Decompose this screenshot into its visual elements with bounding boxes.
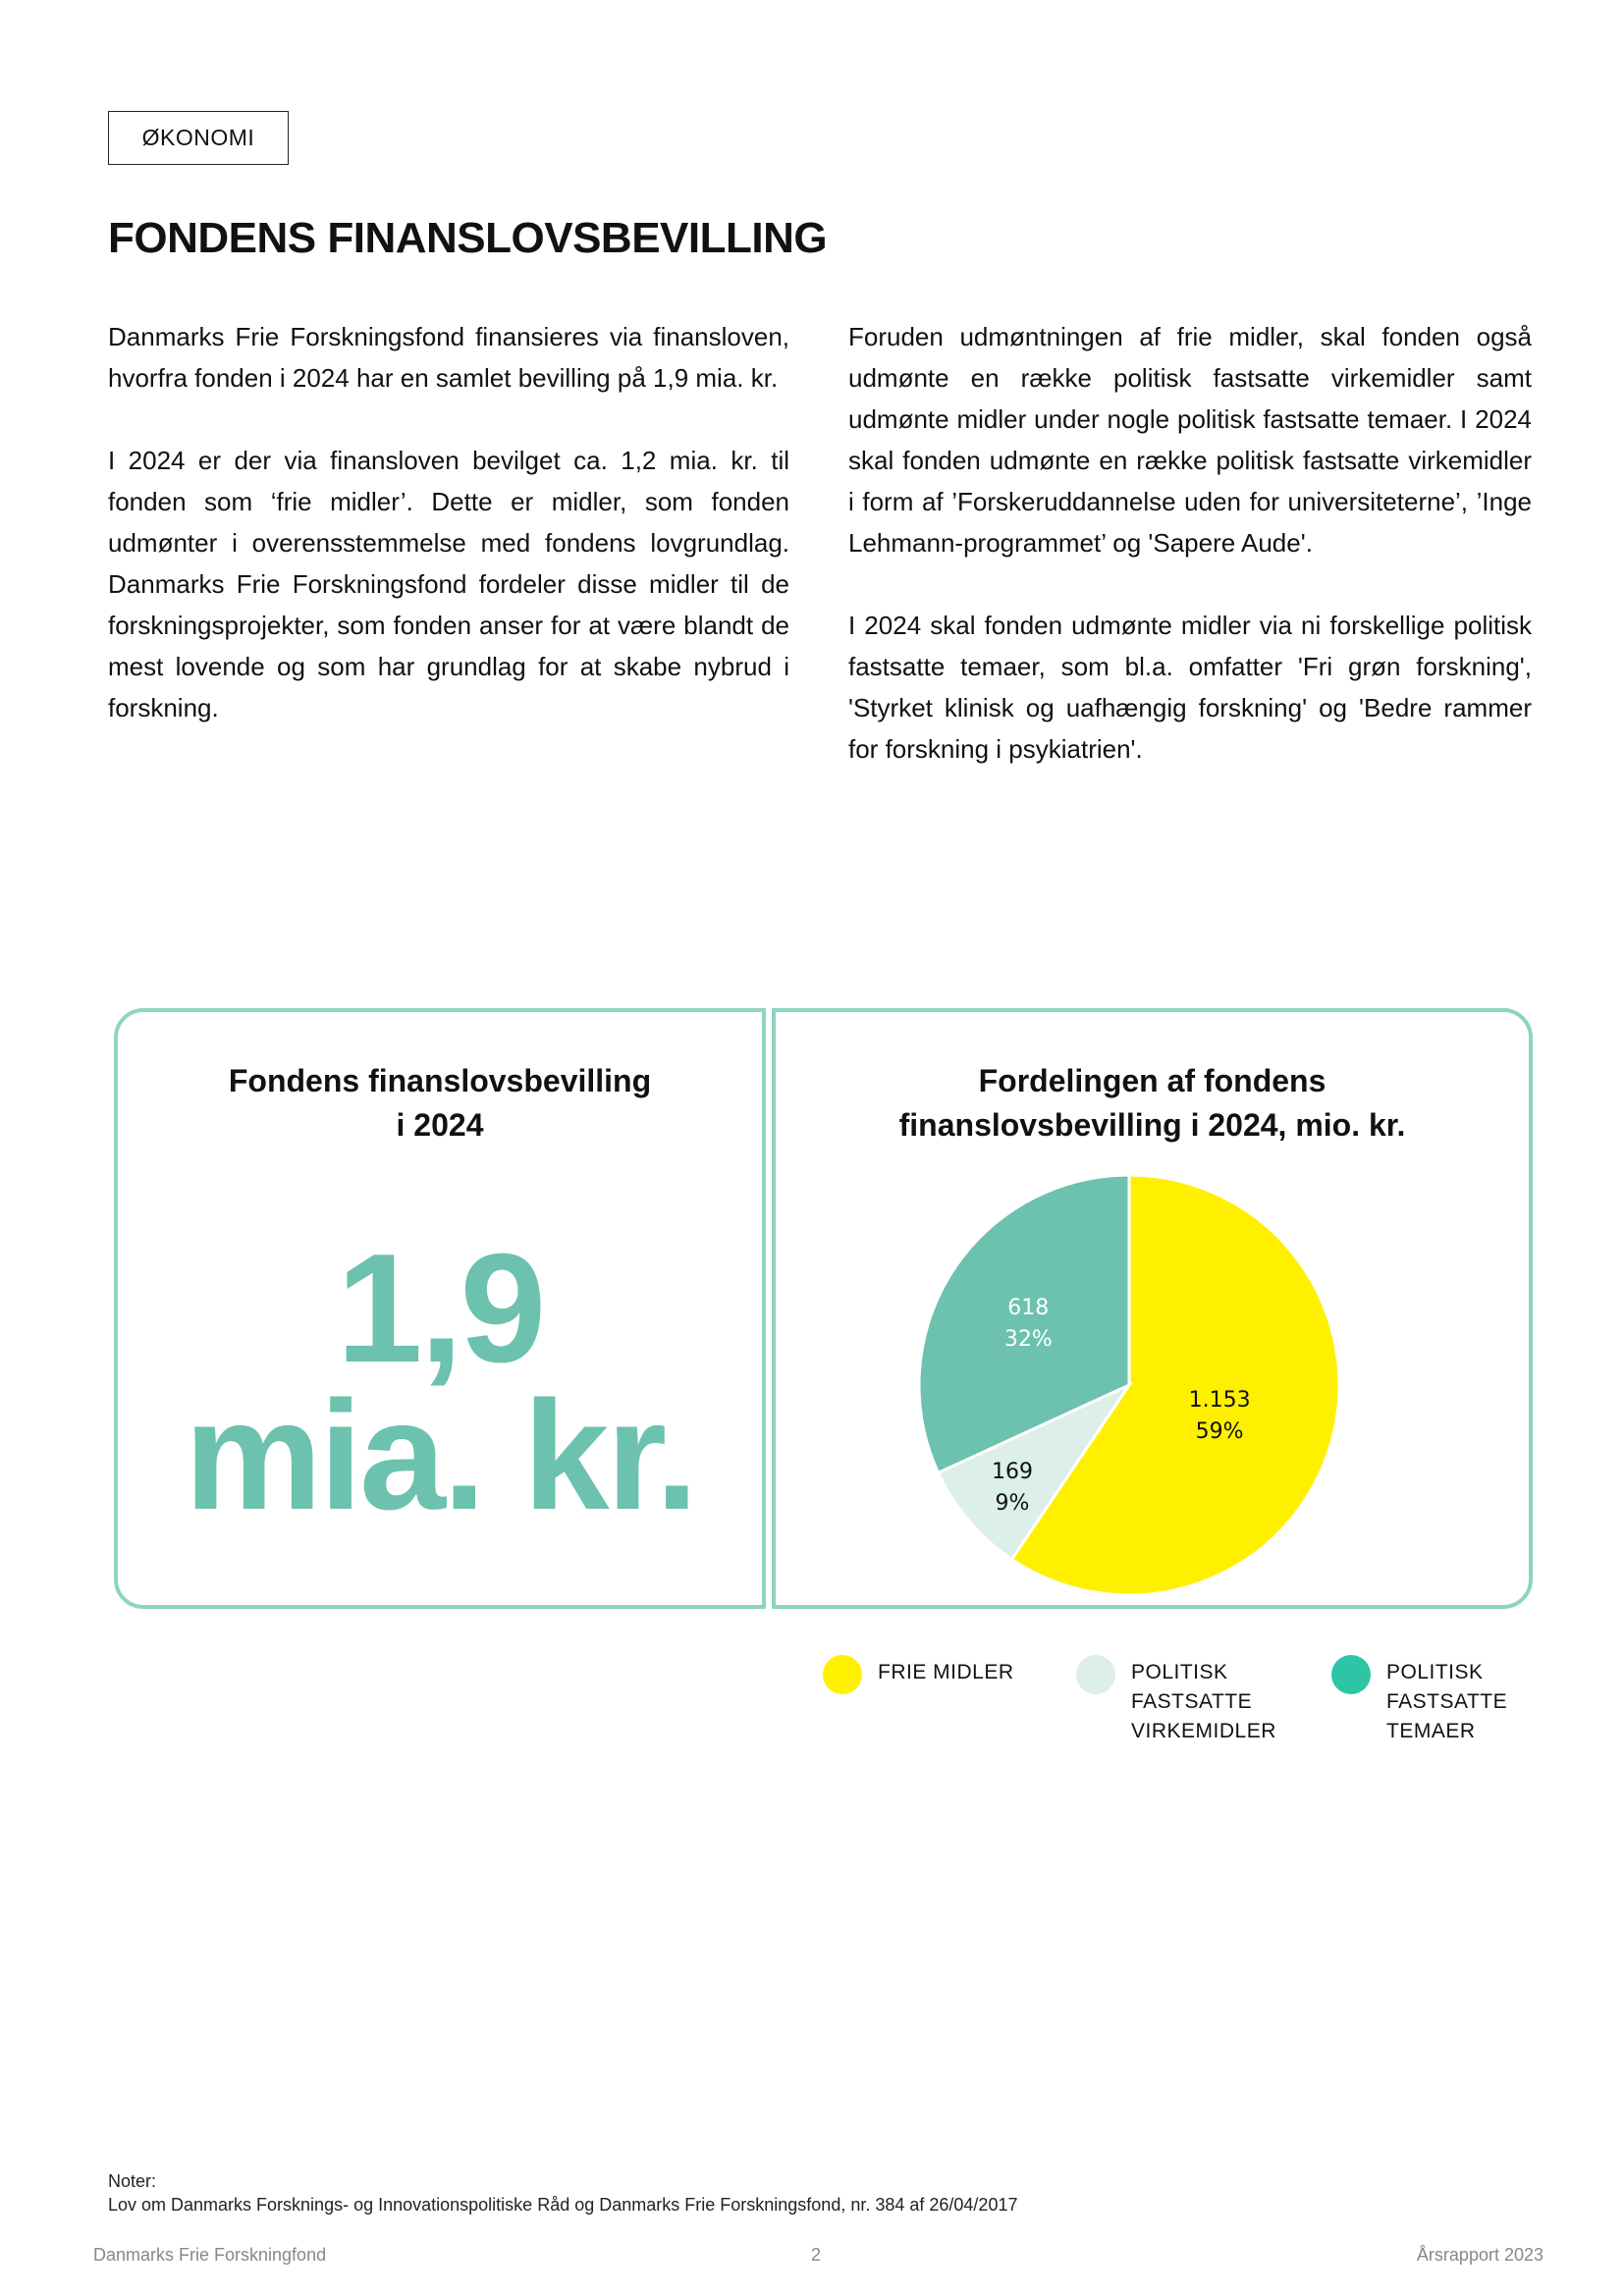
notes bbox=[108, 2169, 1017, 2216]
paragraph: I 2024 skal fonden udmønte midler via ni forskellige politisk fastsatte temaer, som bl.a. omfatter 'Fri grøn forskning', 'Styrket klinisk og uafhængig forskning' og 'Bedre rammer for forskning i psykiatrien'. bbox=[848, 611, 1532, 764]
legend-label-line: VIRKEMIDLER bbox=[1131, 1720, 1276, 1742]
big-number: 1,9 bbox=[336, 1222, 544, 1395]
chart-title-line: Fordelingen af fondens bbox=[978, 1063, 1326, 1098]
slice-value-label: 169 bbox=[991, 1460, 1033, 1485]
slice-percent-label: 32% bbox=[1003, 1327, 1053, 1353]
distribution-chart-panel bbox=[772, 1008, 1533, 1609]
notes-text: Lov om Danmarks Forsknings- og Innovationspolitiske Råd og Danmarks Frie Forskningsfond, nr. 384 af 26/04/2017 bbox=[108, 2195, 1018, 2215]
panel-title-line: Fondens finanslovsbevilling bbox=[228, 1063, 652, 1098]
legend-label-line: FASTSATTE bbox=[1131, 1690, 1253, 1713]
page-number: 2 bbox=[811, 2245, 822, 2265]
legend-swatch bbox=[1331, 1655, 1371, 1694]
paragraph: Foruden udmøntningen af frie midler, skal fonden også udmønte en række politisk fastsatte virkemidler samt udmønte midler under nogle politisk fastsatte temaer. I 2024 skal fonden udmønte en række politisk fastsatte virkemidler i form af ’Forskeruddannelse uden for universiteterne’, ’Inge Lehmann-programmet’ og 'Sapere Aude'. bbox=[848, 322, 1532, 558]
legend-label-line: TEMAER bbox=[1386, 1720, 1476, 1742]
chart-title-line: finanslovsbevilling i 2024, mio. kr. bbox=[898, 1107, 1406, 1143]
notes-label: Noter: bbox=[108, 2171, 157, 2191]
legend-label-line: POLITISK bbox=[1386, 1661, 1484, 1683]
legend-item bbox=[1076, 1655, 1276, 1746]
legend-item bbox=[823, 1655, 1014, 1694]
slice-percent-label: 9% bbox=[995, 1491, 1030, 1517]
panel-title-line: i 2024 bbox=[396, 1107, 484, 1143]
legend-swatch bbox=[1076, 1655, 1115, 1694]
panel-title bbox=[118, 1059, 762, 1148]
section-tag: ØKONOMI bbox=[108, 111, 289, 165]
legend-label bbox=[1131, 1658, 1276, 1746]
paragraph: Danmarks Frie Forskningsfond finansieres via finansloven, hvorfra fonden i 2024 har en samlet bevilling på 1,9 mia. kr. bbox=[108, 322, 789, 393]
legend-label bbox=[1386, 1658, 1507, 1746]
slice-value-label: 618 bbox=[1007, 1296, 1050, 1321]
footer-report-title: Årsrapport 2023 bbox=[1416, 2245, 1543, 2265]
page-title: FONDENS FINANSLOVSBEVILLING bbox=[108, 214, 828, 262]
legend-label-line: FRIE MIDLER bbox=[878, 1661, 1014, 1683]
big-number-unit: mia. kr. bbox=[184, 1369, 696, 1542]
left-text-column bbox=[108, 316, 789, 770]
slice-percent-label: 59% bbox=[1195, 1419, 1244, 1445]
slice-value-label: 1.153 bbox=[1188, 1388, 1251, 1414]
legend-label-line: FASTSATTE bbox=[1386, 1690, 1508, 1713]
total-budget-panel bbox=[114, 1008, 766, 1609]
footer-organization: Danmarks Frie Forskningfond bbox=[93, 2245, 327, 2265]
pie-chart bbox=[913, 1169, 1345, 1601]
right-text-column bbox=[848, 316, 1532, 811]
paragraph: I 2024 er der via finansloven bevilget ca. 1,2 mia. kr. til fonden som ‘frie midler’. Dette er midler, som fonden udmønter i overensstemmelse med fondens lovgrundlag. Danmarks Frie Forskningsfond fordeler disse midler til de forskningsprojekter, som fonden anser for at være blandt de mest lovende og som har grundlag for at skabe nybrud i forskning. bbox=[108, 446, 789, 722]
chart-legend bbox=[0, 1655, 1624, 1773]
legend-item bbox=[1331, 1655, 1507, 1746]
chart-title bbox=[776, 1059, 1529, 1148]
legend-label-line: POLITISK bbox=[1131, 1661, 1228, 1683]
legend-swatch bbox=[823, 1655, 862, 1694]
legend-label bbox=[878, 1658, 1014, 1687]
